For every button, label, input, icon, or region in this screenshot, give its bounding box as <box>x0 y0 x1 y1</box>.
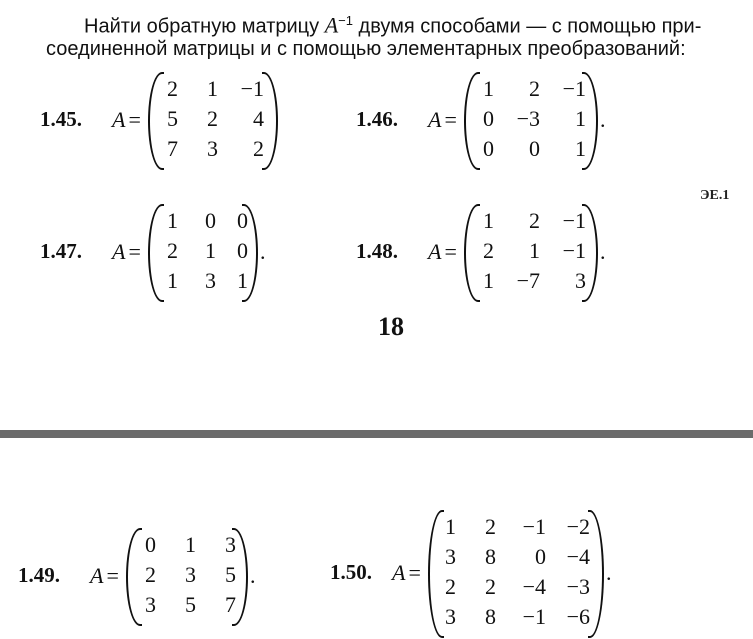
matrix-cell: 1 <box>167 208 178 233</box>
matrix-cell: −1 <box>562 238 586 263</box>
matrix-cell: 2 <box>485 514 496 539</box>
matrix-cell: 8 <box>485 604 496 629</box>
matrix-cell: 3 <box>145 592 156 617</box>
problem-number: 1.47. <box>40 239 82 263</box>
matrix-lhs <box>428 239 457 265</box>
matrix-cell: 1 <box>575 106 586 131</box>
equals-sign: = <box>106 563 119 588</box>
instruction-part: Найти обратную матрицу <box>84 15 325 38</box>
matrix-cell: −7 <box>516 268 540 293</box>
matrix-cell: 1 <box>167 268 178 293</box>
matrix-cell: 0 <box>529 136 540 161</box>
matrix-cell: 5 <box>185 592 196 617</box>
matrix-var: A <box>428 239 442 264</box>
matrix-cell: −1 <box>240 76 264 101</box>
matrix-cell: 0 <box>237 238 248 263</box>
matrix-cell: 0 <box>483 106 494 131</box>
matrix-cell: 3 <box>207 136 218 161</box>
matrix-period: . <box>260 239 266 264</box>
matrix-bracket-right <box>588 510 604 638</box>
matrix-cell: 1 <box>483 208 494 233</box>
matrix <box>148 72 278 170</box>
margin-mark: ЭЕ.1 <box>700 188 730 203</box>
matrix-cell: −6 <box>566 604 590 629</box>
matrix-cell: 2 <box>167 238 178 263</box>
matrix-cell: 7 <box>225 592 236 617</box>
problem-number: 1.46. <box>356 107 398 131</box>
matrix-var: A <box>428 107 442 132</box>
problem-number: 1.45. <box>40 107 82 131</box>
matrix-period: . <box>600 107 606 132</box>
equals-sign: = <box>444 239 457 264</box>
matrix-bracket-right <box>262 72 278 170</box>
instruction-var: A <box>324 12 339 38</box>
matrix-cell: −3 <box>566 574 590 599</box>
matrix-period: . <box>600 239 606 264</box>
matrix-cell: −4 <box>566 544 590 569</box>
matrix-cell: −1 <box>522 514 546 539</box>
matrix-cell: 3 <box>185 562 196 587</box>
matrix-lhs <box>112 239 141 265</box>
matrix-cell: 2 <box>483 238 494 263</box>
problem-number: 1.48. <box>356 239 398 263</box>
matrix-var: A <box>112 239 126 264</box>
matrix-cell: −1 <box>562 76 586 101</box>
matrix-cell: 2 <box>145 562 156 587</box>
instruction-line-2: соединенной матрицы и с помощью элементарных преобразований: <box>46 38 686 60</box>
matrix-cell: 1 <box>529 238 540 263</box>
matrix-cell: −1 <box>562 208 586 233</box>
matrix-period: . <box>250 563 256 588</box>
matrix <box>126 528 248 626</box>
matrix-cell: 0 <box>535 544 546 569</box>
matrix <box>148 204 258 302</box>
matrix-cell: 0 <box>205 208 216 233</box>
equals-sign: = <box>444 107 457 132</box>
matrix-period: . <box>606 560 612 585</box>
matrix-lhs <box>428 107 457 133</box>
matrix <box>428 510 604 638</box>
matrix-cell: 2 <box>485 574 496 599</box>
matrix-cell: −1 <box>522 604 546 629</box>
matrix-cell: 1 <box>483 76 494 101</box>
matrix-cell: 3 <box>225 532 236 557</box>
matrix-cell: 2 <box>529 208 540 233</box>
matrix-cell: 1 <box>483 268 494 293</box>
matrix-cell: 4 <box>253 106 264 131</box>
matrix-cell: 5 <box>167 106 178 131</box>
matrix-cell: 3 <box>205 268 216 293</box>
problem-number: 1.49. <box>18 563 60 587</box>
matrix-cell: 0 <box>237 208 248 233</box>
matrix <box>464 204 598 302</box>
matrix-var: A <box>112 107 126 132</box>
page-divider <box>0 430 753 438</box>
matrix-cell: −4 <box>522 574 546 599</box>
matrix-cell: 0 <box>483 136 494 161</box>
matrix-cell: 1 <box>575 136 586 161</box>
matrix-var: A <box>90 563 104 588</box>
equals-sign: = <box>128 107 141 132</box>
equals-sign: = <box>128 239 141 264</box>
matrix-cell: 5 <box>225 562 236 587</box>
matrix-cell: 2 <box>445 574 456 599</box>
problem-number: 1.50. <box>330 560 372 584</box>
matrix-cell: 1 <box>445 514 456 539</box>
matrix-cell: 7 <box>167 136 178 161</box>
matrix-var: A <box>392 560 406 585</box>
matrix-cell: 1 <box>185 532 196 557</box>
matrix-lhs <box>112 107 141 133</box>
instruction-part: двумя способами — с помощью при- <box>352 15 702 38</box>
matrix-cell: −3 <box>516 106 540 131</box>
matrix-cell: 1 <box>207 76 218 101</box>
equals-sign: = <box>408 560 421 585</box>
matrix-cell: 2 <box>207 106 218 131</box>
matrix-cell: 1 <box>237 268 248 293</box>
matrix-cell: 0 <box>145 532 156 557</box>
matrix-cell: 3 <box>445 544 456 569</box>
matrix <box>464 72 598 170</box>
matrix-cell: 3 <box>575 268 586 293</box>
matrix-cell: 2 <box>167 76 178 101</box>
matrix-cell: 3 <box>445 604 456 629</box>
page-number: 18 <box>378 312 404 341</box>
instruction-line-1 <box>84 8 701 40</box>
matrix-cell: 1 <box>205 238 216 263</box>
matrix-cell: 2 <box>529 76 540 101</box>
matrix-lhs <box>90 563 119 589</box>
instruction-sup: −1 <box>338 13 353 28</box>
matrix-cell: −2 <box>566 514 590 539</box>
matrix-cell: 8 <box>485 544 496 569</box>
matrix-cell: 2 <box>253 136 264 161</box>
